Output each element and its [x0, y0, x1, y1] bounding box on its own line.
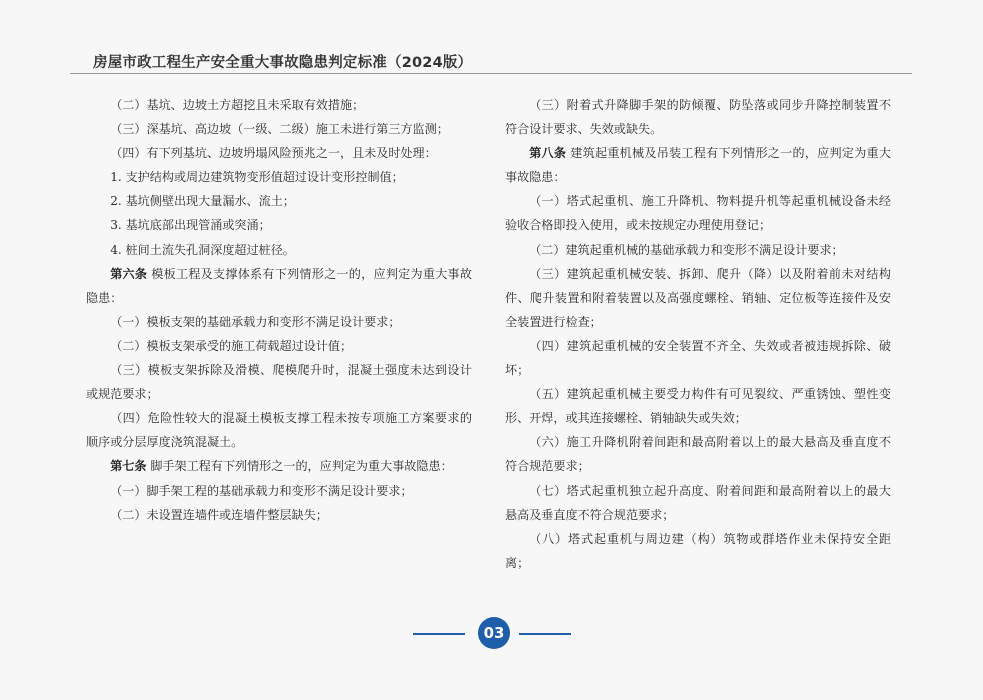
paragraph	[505, 334, 891, 382]
paragraph	[86, 503, 472, 527]
paragraph	[86, 479, 472, 503]
paragraph-text: （四）建筑起重机械的安全装置不齐全、失效或者被违规拆除、破坏；	[505, 338, 891, 378]
paragraph-text: 脚手架工程有下列情形之一的，应判定为重大事故隐患：	[146, 459, 453, 474]
paragraph-text: （三）模板支架拆除及滑模、爬模爬升时，混凝土强度未达到设计或规范要求；	[86, 363, 472, 402]
paragraph	[505, 479, 891, 527]
paragraph	[505, 262, 891, 334]
paragraph	[86, 93, 472, 117]
paragraph-text: 3. 基坑底部出现管涌或突涌；	[110, 218, 271, 233]
paragraph-text: （五）建筑起重机械主要受力构件有可见裂纹、严重锈蚀、塑性变形、开焊，或其连接螺栓、销轴缺失或失效；	[505, 387, 891, 426]
paragraph	[86, 358, 472, 406]
footer-rule-right	[519, 633, 571, 635]
paragraph	[505, 141, 891, 189]
paragraph-text: 1. 支护结构或周边建筑物变形值超过设计变形控制值；	[110, 170, 404, 185]
paragraph-text: （二）基坑、边坡土方超挖且未采取有效措施；	[110, 98, 365, 112]
paragraph	[86, 238, 472, 262]
paragraph	[505, 382, 891, 430]
article-heading: 第八条	[529, 146, 567, 161]
article-heading: 第六条	[110, 266, 148, 281]
paragraph-text: 建筑起重机械及吊装工程有下列情形之一的，应判定为重大事故隐患：	[505, 146, 891, 185]
header-divider	[70, 73, 912, 74]
paragraph-text: （六）施工升降机附着间距和最高附着以上的最大悬高及垂直度不符合规范要求；	[505, 435, 891, 474]
paragraph-text: 2. 基坑侧壁出现大量漏水、流土；	[110, 194, 295, 209]
paragraph-text: （三）深基坑、高边坡（一级、二级）施工未进行第三方监测；	[110, 122, 449, 137]
paragraph	[505, 430, 891, 478]
paragraph	[86, 117, 472, 141]
right-column	[505, 93, 891, 575]
paragraph-text: （八）塔式起重机与周边建（构）筑物或群塔作业未保持安全距离；	[505, 531, 891, 570]
footer-rule-left	[413, 633, 465, 635]
paragraph	[86, 262, 472, 310]
left-column	[86, 93, 472, 527]
paragraph-text: （二）模板支架承受的施工荷载超过设计值；	[110, 338, 353, 353]
paragraph	[505, 93, 891, 141]
paragraph-text: （二）未设置连墙件或连墙件整层缺失；	[110, 507, 328, 522]
paragraph-text: （四）有下列基坑、边坡坍塌风险预兆之一，且未及时处理：	[110, 146, 437, 161]
paragraph-text: 4. 桩间土流失孔洞深度超过桩径。	[110, 242, 295, 257]
paragraph	[86, 141, 472, 165]
page-number-badge: 03	[478, 617, 510, 649]
paragraph	[86, 165, 472, 189]
paragraph-text: （二）建筑起重机械的基础承载力和变形不满足设计要求；	[529, 242, 844, 257]
paragraph	[86, 213, 472, 237]
paragraph-text: （四）危险性较大的混凝土模板支撑工程未按专项施工方案要求的顺序或分层厚度浇筑混凝土。	[86, 411, 472, 450]
paragraph	[86, 454, 472, 478]
paragraph-text: 模板工程及支撑体系有下列情形之一的，应判定为重大事故隐患：	[86, 266, 472, 305]
paragraph	[86, 334, 472, 358]
paragraph	[505, 238, 891, 262]
paragraph	[86, 189, 472, 213]
paragraph	[505, 189, 891, 237]
paragraph-text: （三）附着式升降脚手架的防倾覆、防坠落或同步升降控制装置不符合设计要求、失效或缺失。	[505, 98, 891, 137]
article-heading: 第七条	[110, 459, 147, 474]
paragraph-text: （一）模板支架的基础承载力和变形不满足设计要求；	[110, 314, 401, 329]
paragraph	[86, 406, 472, 454]
paragraph-text: （七）塔式起重机独立起升高度、附着间距和最高附着以上的最大悬高及垂直度不符合规范要求；	[505, 483, 891, 522]
paragraph	[505, 527, 891, 575]
paragraph-text: （三）建筑起重机械安装、拆卸、爬升（降）以及附着前未对结构件、爬升装置和附着装置以及高强度螺栓、销轴、定位板等连接件及安全装置进行检查；	[505, 266, 891, 329]
page-footer	[0, 612, 983, 656]
paragraph-text: （一）塔式起重机、施工升降机、物料提升机等起重机械设备未经验收合格即投入使用，或未按规定办理使用登记；	[505, 194, 891, 233]
document-title: 房屋市政工程生产安全重大事故隐患判定标准（2024版）	[93, 55, 473, 71]
paragraph	[86, 310, 472, 334]
paragraph-text: （一）脚手架工程的基础承载力和变形不满足设计要求；	[110, 483, 413, 498]
